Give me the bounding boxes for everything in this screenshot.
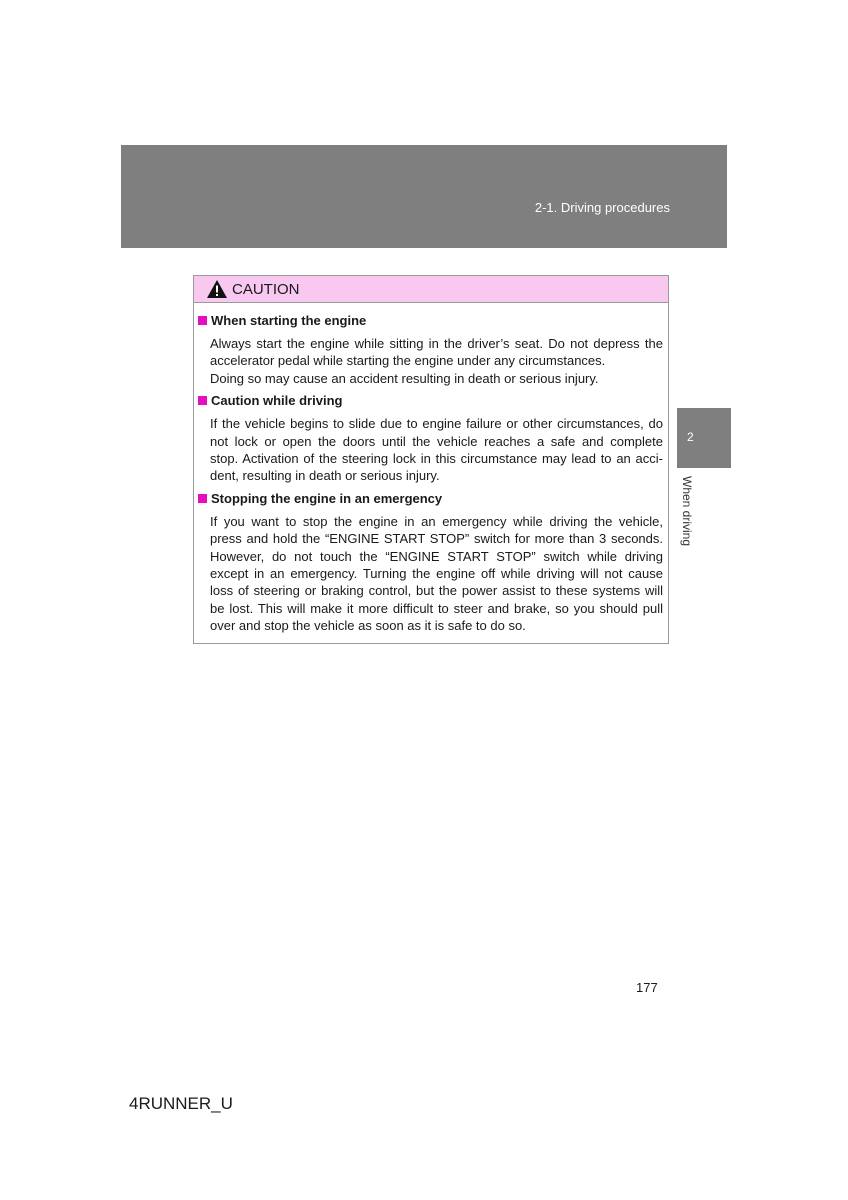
item-heading-text: When starting the engine (211, 313, 367, 328)
text-line: stop. Activation of the steering lock in this circumstance may lead to an acci- (210, 451, 663, 467)
item-heading (198, 491, 663, 506)
text-line: over and stop the vehicle as soon as it is safe to do so. (210, 618, 526, 634)
caution-title: CAUTION (232, 280, 300, 298)
chapter-tab (677, 408, 731, 468)
square-bullet-icon (198, 316, 207, 325)
section-title: 2-1. Driving procedures (534, 200, 670, 215)
page-number: 177 (636, 980, 658, 995)
model-code: 4RUNNER_U (129, 1094, 233, 1113)
text-line: except in an emergency. Turning the engine off while driving will not cause (210, 566, 663, 582)
chapter-label: When driving (680, 476, 694, 547)
caution-header (194, 276, 668, 303)
text-line: If you want to stop the engine in an emergency while driving the vehicle, (210, 513, 663, 529)
item-heading-text: Caution while driving (211, 393, 343, 409)
text-line: If the vehicle begins to slide due to engine failure or other circumstances, do (210, 416, 663, 432)
item-heading (198, 393, 663, 408)
item-text (198, 415, 663, 485)
text-line: not lock or open the doors until the vehicle reaches a safe and complete (210, 433, 663, 449)
text-line: dent, resulting in death or serious injury. (210, 468, 440, 484)
text-line: However, do not touch the “ENGINE START STOP” switch while driving (210, 548, 663, 564)
text-line: press and hold the “ENGINE START STOP” switch for more than 3 seconds. (210, 531, 663, 547)
item-heading (198, 313, 663, 328)
text-line: accelerator pedal while starting the engine under any circumstances. (210, 353, 606, 369)
text-line: Doing so may cause an accident resulting in death or serious injury. (210, 370, 599, 386)
text-line: Always start the engine while sitting in the driver’s seat. Do not depress the (210, 336, 663, 351)
square-bullet-icon (198, 494, 207, 503)
item-heading-text: Stopping the engine in an emergency (211, 490, 443, 506)
caution-body (194, 303, 668, 635)
chapter-number: 2 (687, 430, 694, 444)
item-text (198, 335, 663, 387)
text-line: be lost. This will make it more difficult to steer and brake, so you should pull (210, 600, 663, 616)
caution-box (193, 275, 669, 644)
warning-triangle-icon (206, 279, 228, 299)
text-line: loss of steering or braking control, but the power assist to these systems will (210, 583, 663, 599)
square-bullet-icon (198, 396, 207, 405)
item-text (198, 513, 663, 635)
header-bar (121, 145, 727, 248)
